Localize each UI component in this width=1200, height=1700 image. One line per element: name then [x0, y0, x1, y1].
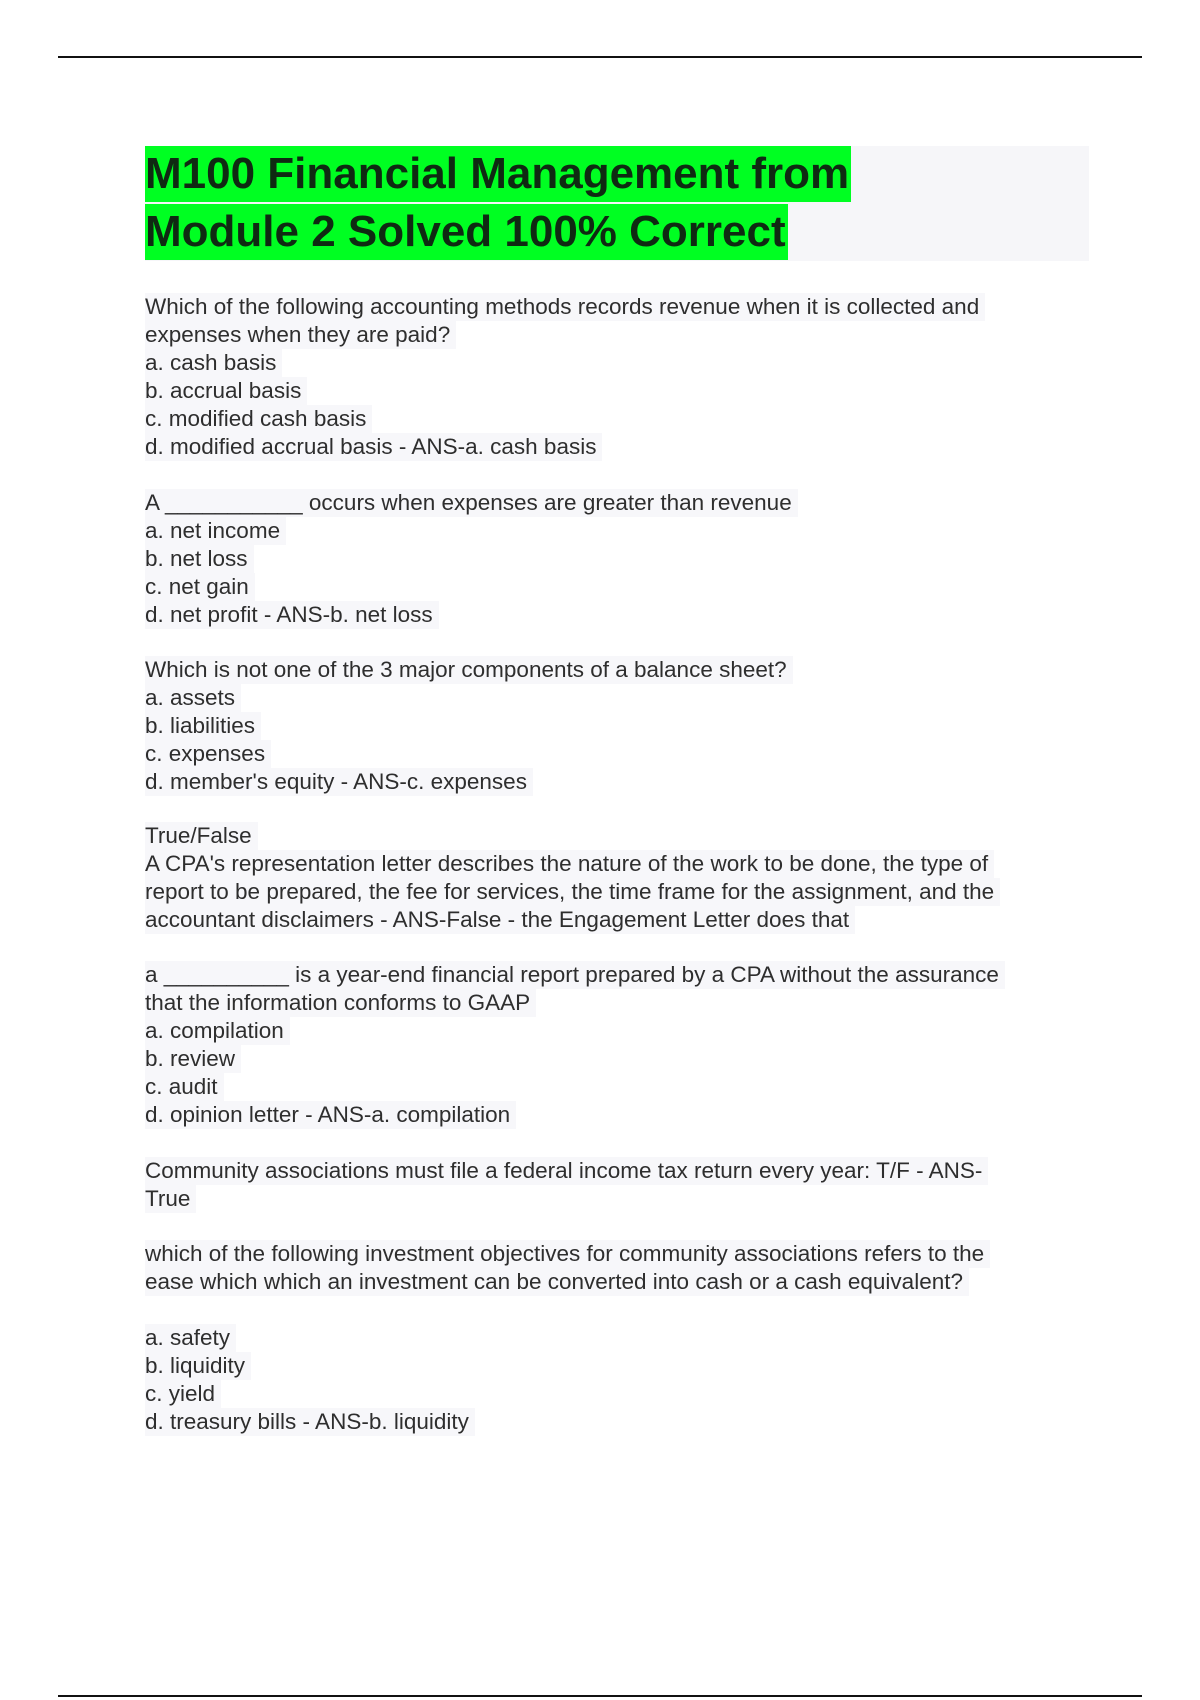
question-text: True: [145, 1185, 196, 1213]
answer-option: c. expenses: [145, 740, 271, 768]
document-title-line-2: Module 2 Solved 100% Correct: [145, 204, 788, 260]
answer-option: a. cash basis: [145, 349, 282, 377]
question-text: ease which which an investment can be converted into cash or a cash equivalent?: [145, 1268, 969, 1296]
question-text: that the information conforms to GAAP: [145, 989, 536, 1017]
question-block: [145, 293, 1085, 461]
question-text: expenses when they are paid?: [145, 321, 456, 349]
answer-option: b. review: [145, 1045, 241, 1073]
question-block: [145, 489, 1085, 629]
answer-option: b. liabilities: [145, 712, 261, 740]
question-text: Community associations must file a federal income tax return every year: T/F - ANS-: [145, 1157, 988, 1185]
question-block: [145, 822, 1085, 934]
answer-option: b. net loss: [145, 545, 254, 573]
document-title-line-1: M100 Financial Management from: [145, 146, 851, 202]
answer-option: c. net gain: [145, 573, 255, 601]
answer-option: c. modified cash basis: [145, 405, 372, 433]
answer-option: c. yield: [145, 1380, 221, 1408]
answer-option: d. net profit - ANS-b. net loss: [145, 601, 439, 629]
question-text: A CPA's representation letter describes the nature of the work to be done, the type of: [145, 850, 994, 878]
question-block: [145, 961, 1085, 1129]
answer-option: a. compilation: [145, 1017, 290, 1045]
answer-option: a. assets: [145, 684, 241, 712]
question-text: accountant disclaimers - ANS-False - the Engagement Letter does that: [145, 906, 855, 934]
answer-option: d. treasury bills - ANS-b. liquidity: [145, 1408, 475, 1436]
top-rule: [58, 56, 1142, 58]
question-text: True/False: [145, 822, 258, 850]
question-block: [145, 656, 1085, 796]
bottom-rule: [58, 1695, 1142, 1697]
answer-option: a. net income: [145, 517, 286, 545]
answer-option: a. safety: [145, 1324, 236, 1352]
question-text: Which of the following accounting methods records revenue when it is collected and: [145, 293, 985, 321]
answer-option: d. opinion letter - ANS-a. compilation: [145, 1101, 516, 1129]
question-text: A ___________ occurs when expenses are greater than revenue: [145, 489, 798, 517]
question-text: a __________ is a year-end financial report prepared by a CPA without the assurance: [145, 961, 1005, 989]
question-block: [145, 1240, 1085, 1296]
question-block: [145, 1157, 1085, 1213]
question-text: report to be prepared, the fee for services, the time frame for the assignment, and the: [145, 878, 1000, 906]
answer-option: b. accrual basis: [145, 377, 307, 405]
question-block: [145, 1324, 1085, 1436]
answer-option: d. modified accrual basis - ANS-a. cash basis: [145, 433, 602, 461]
question-text: Which is not one of the 3 major components of a balance sheet?: [145, 656, 793, 684]
answer-option: b. liquidity: [145, 1352, 251, 1380]
answer-option: c. audit: [145, 1073, 224, 1101]
question-text: which of the following investment objectives for community associations refers to the: [145, 1240, 990, 1268]
answer-option: d. member's equity - ANS-c. expenses: [145, 768, 533, 796]
